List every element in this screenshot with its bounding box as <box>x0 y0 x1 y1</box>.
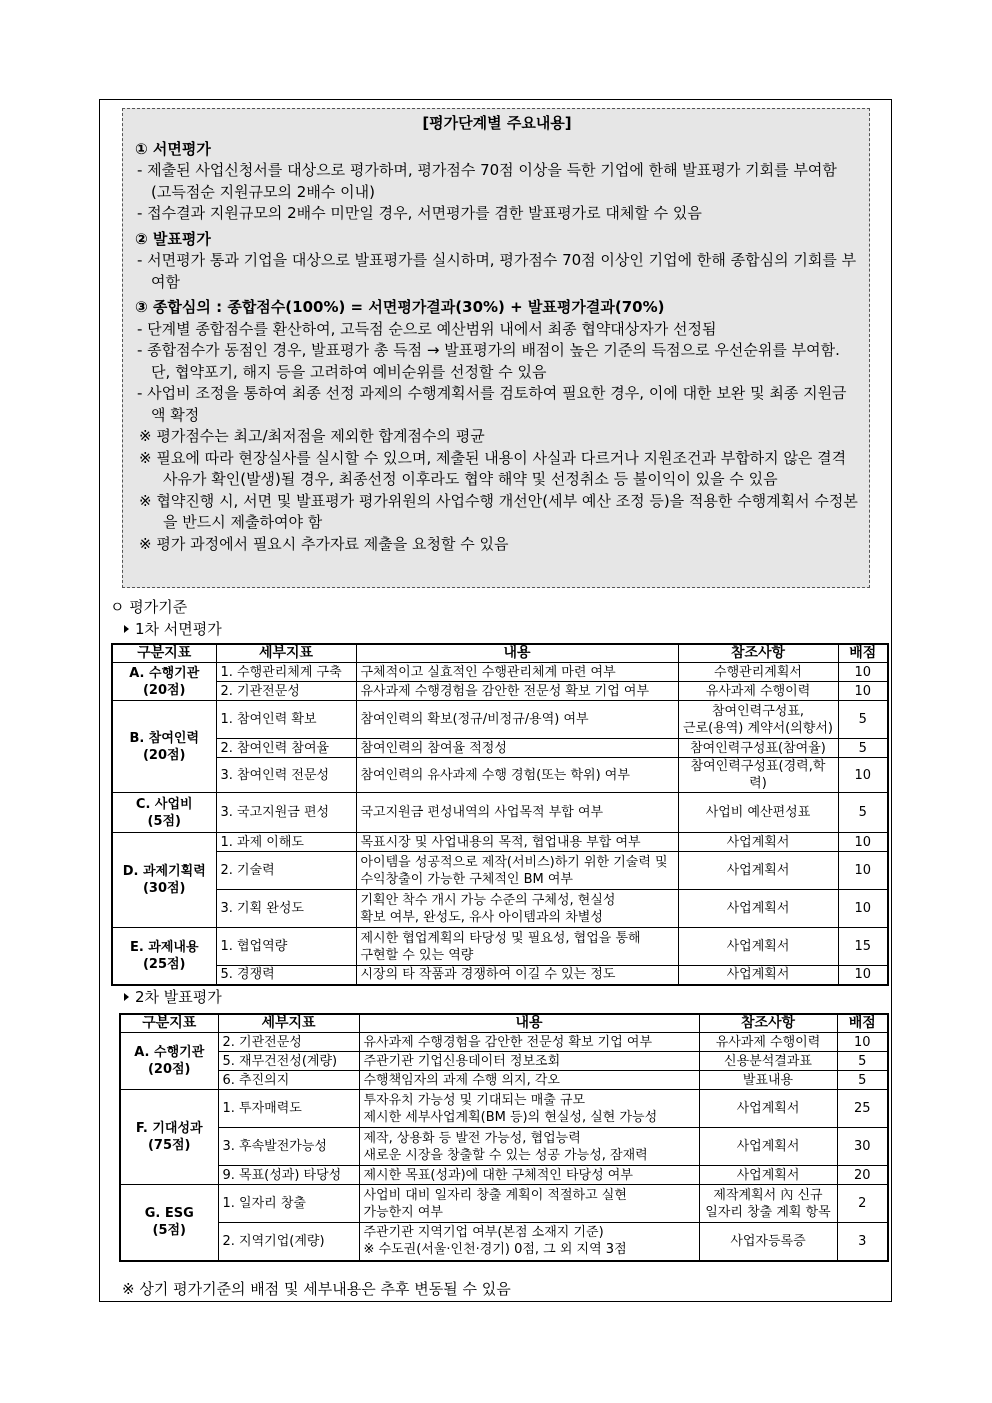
content-cell: 시장의 타 작품과 경쟁하여 이길 수 있는 정도 <box>356 966 678 985</box>
reference-cell: 수행관리계획서 <box>678 663 838 682</box>
reference-cell: 참여인력구성표(참여율) <box>678 739 838 758</box>
reference-cell: 참여인력구성표, 근로(용역) 계약서(의향서) <box>678 701 838 739</box>
header-reference: 참조사항 <box>699 1014 837 1033</box>
group-cell: D. 과제기획력 (30점) <box>112 833 216 928</box>
header-score: 배점 <box>837 1014 888 1033</box>
stage3-heading: ③ 종합심의 : 종합점수(100%) = 서면평가결과(30%) + 발표평가결과(70%) <box>135 298 665 316</box>
table-row <box>120 1052 888 1071</box>
content-cell: 참여인력의 확보(정규/비정규/용역) 여부 <box>356 701 678 739</box>
table-row <box>112 966 888 985</box>
content-cell: 주관기관 지역기업 여부(본점 소재지 기준) ※ 수도권(서울·인천·경기) 0점, 그 외 지역 3점 <box>359 1223 699 1261</box>
sub-indicator-cell: 1. 참여인력 확보 <box>216 701 356 739</box>
content-cell: 제시한 협업계획의 타당성 및 필요성, 협업을 통해 구현할 수 있는 역량 <box>356 928 678 966</box>
stage1-label-text: 1차 서면평가 <box>135 620 222 638</box>
table-row <box>112 928 888 966</box>
content-cell: 아이템을 성공적으로 제작(서비스)하기 위한 기술력 및 수익창출이 가능한 구체적인 BM 여부 <box>356 852 678 890</box>
sub-indicator-cell: 3. 참여인력 전문성 <box>216 758 356 793</box>
header-sub: 세부지표 <box>216 644 356 663</box>
reference-cell: 사업계획서 <box>678 928 838 966</box>
table-row <box>120 1223 888 1261</box>
score-cell: 5 <box>838 739 888 758</box>
note-item: ※ 협약진행 시, 서면 및 발표평가 평가위원의 사업수행 개선안(세부 예산 조정 등)을 적용한 수행계획서 수정본을 반드시 제출하여야 함 <box>139 491 858 531</box>
note-item: ※ 평가점수는 최고/최저점을 제외한 합계점수의 평균 <box>139 427 485 445</box>
table-row <box>112 701 888 739</box>
content-cell: 제작, 상용화 등 발전 가능성, 협업능력 새로운 시장을 창출할 수 있는 성공 가능성, 잠재력 <box>359 1128 699 1166</box>
evaluation-stage-summary-box <box>122 108 870 588</box>
stage1-item: - 제출된 사업신청서를 대상으로 평가하며, 평가점수 70점 이상을 득한 기업에 한해 발표평가 기회를 부여함 (고득점순 지원규모의 2배수 이내) <box>137 161 837 201</box>
score-cell: 10 <box>838 852 888 890</box>
sub-indicator-cell: 2. 지역기업(계량) <box>218 1223 359 1261</box>
content-cell: 목표시장 및 사업내용의 목적, 협업내용 부합 여부 <box>356 833 678 852</box>
reference-cell: 사업계획서 <box>699 1090 837 1128</box>
sub-indicator-cell: 3. 후속발전가능성 <box>218 1128 359 1166</box>
reference-cell: 사업계획서 <box>678 833 838 852</box>
sub-indicator-cell: 2. 기술력 <box>216 852 356 890</box>
group-cell: C. 사업비 (5점) <box>112 793 216 833</box>
score-cell: 25 <box>837 1090 888 1128</box>
sub-indicator-cell: 5. 재무건전성(계량) <box>218 1052 359 1071</box>
sub-indicator-cell: 2. 기관전문성 <box>216 682 356 701</box>
reference-cell: 사업계획서 <box>699 1128 837 1166</box>
reference-cell: 사업계획서 <box>699 1166 837 1185</box>
reference-cell: 신용분석결과표 <box>699 1052 837 1071</box>
content-cell: 투자유치 가능성 및 기대되는 매출 규모 제시한 세부사업계획(BM 등)의 현실성, 실현 가능성 <box>359 1090 699 1128</box>
reference-cell: 제작계획서 內 신규 일자리 창출 계획 항목 <box>699 1185 837 1223</box>
reference-cell: 발표내용 <box>699 1071 837 1090</box>
stage2-heading: ② 발표평가 <box>135 229 211 248</box>
group-cell: A. 수행기관 (20점) <box>120 1033 218 1090</box>
table-row <box>120 1166 888 1185</box>
sub-indicator-cell: 3. 기획 완성도 <box>216 890 356 928</box>
reference-cell: 사업계획서 <box>678 966 838 985</box>
sub-indicator-cell: 2. 참여인력 참여율 <box>216 739 356 758</box>
note-item: ※ 필요에 따라 현장실사를 실시할 수 있으며, 제출된 내용이 사실과 다르거나 지원조건과 부합하지 않은 결격사유가 확인(발생)될 경우, 최종선정 이후라도 협약 해약 및 선정취소 등 불이익이 있을 수 있음 <box>139 448 847 488</box>
score-cell: 10 <box>837 1033 888 1052</box>
stage1-item: - 접수결과 지원규모의 2배수 미만일 경우, 서면평가를 겸한 발표평가로 대체할 수 있음 <box>137 204 702 222</box>
group-cell: A. 수행기관 (20점) <box>112 663 216 701</box>
content-cell: 국고지원금 편성내역의 사업목적 부합 여부 <box>356 793 678 833</box>
sub-indicator-cell: 1. 과제 이해도 <box>216 833 356 852</box>
reference-cell: 유사과제 수행이력 <box>678 682 838 701</box>
content-cell: 유사과제 수행경험을 감안한 전문성 확보 기업 여부 <box>356 682 678 701</box>
table-row <box>112 758 888 793</box>
score-cell: 20 <box>837 1166 888 1185</box>
score-cell: 5 <box>838 701 888 739</box>
content-cell: 사업비 대비 일자리 창출 계획이 적절하고 실현 가능한지 여부 <box>359 1185 699 1223</box>
score-cell: 5 <box>837 1052 888 1071</box>
criteria-heading: ㅇ 평가기준 <box>110 598 188 616</box>
reference-cell: 사업자등록증 <box>699 1223 837 1261</box>
score-cell: 2 <box>837 1185 888 1223</box>
table-row <box>112 682 888 701</box>
table-row <box>112 890 888 928</box>
triangle-bullet-icon <box>124 993 129 1001</box>
reference-cell: 사업계획서 <box>678 890 838 928</box>
reference-cell: 참여인력구성표(경력,학력) <box>678 758 838 793</box>
header-content: 내용 <box>356 644 678 663</box>
content-cell: 구체적이고 실효적인 수행관리체계 마련 여부 <box>356 663 678 682</box>
stage2-label-text: 2차 발표평가 <box>135 988 222 1006</box>
stage2-criteria-table <box>119 1013 889 1262</box>
stage1-criteria-table <box>111 643 889 986</box>
score-cell: 10 <box>838 663 888 682</box>
score-cell: 5 <box>838 793 888 833</box>
stage2-table-label <box>118 986 222 1007</box>
table-row <box>120 1185 888 1223</box>
header-content: 내용 <box>359 1014 699 1033</box>
sub-indicator-cell: 1. 협업역량 <box>216 928 356 966</box>
content-cell: 수행책임자의 과제 수행 의지, 각오 <box>359 1071 699 1090</box>
stage3-item: - 단계별 종합점수를 환산하여, 고득점 순으로 예산범위 내에서 최종 협약대상자가 선정됨 <box>137 319 717 338</box>
header-group: 구분지표 <box>120 1014 218 1033</box>
stage3-item: - 사업비 조정을 통하여 최종 선정 과제의 수행계획서를 검토하여 필요한 경우, 이에 대한 보완 및 최종 지원금액 확정 <box>137 384 847 424</box>
footnote: ※ 상기 평가기준의 배점 및 세부내용은 추후 변동될 수 있음 <box>122 1280 511 1298</box>
score-cell: 5 <box>837 1071 888 1090</box>
triangle-bullet-icon <box>124 625 129 633</box>
content-cell: 참여인력의 참여율 적정성 <box>356 739 678 758</box>
table-row <box>112 793 888 833</box>
box-title: [평가단계별 주요내용] <box>422 114 572 132</box>
reference-cell: 유사과제 수행이력 <box>699 1033 837 1052</box>
score-cell: 10 <box>838 682 888 701</box>
header-score: 배점 <box>838 644 888 663</box>
content-cell: 주관기관 기업신용데이터 정보조회 <box>359 1052 699 1071</box>
group-cell: F. 기대성과 (75점) <box>120 1090 218 1185</box>
table-row <box>120 1071 888 1090</box>
sub-indicator-cell: 3. 국고지원금 편성 <box>216 793 356 833</box>
note-item: ※ 평가 과정에서 필요시 추가자료 제출을 요청할 수 있음 <box>139 534 509 553</box>
table-row <box>112 663 888 682</box>
stage2-item: - 서면평가 통과 기업을 대상으로 발표평가를 실시하며, 평가점수 70점 이상인 기업에 한해 종합심의 기회를 부여함 <box>137 251 857 291</box>
table-row <box>112 739 888 758</box>
table-row <box>120 1090 888 1128</box>
sub-indicator-cell: 5. 경쟁력 <box>216 966 356 985</box>
score-cell: 10 <box>838 833 888 852</box>
document-page <box>99 99 892 1302</box>
score-cell: 30 <box>837 1128 888 1166</box>
content-cell: 기획안 착수 개시 가능 수준의 구체성, 현실성 확보 여부, 완성도, 유사 아이템과의 차별성 <box>356 890 678 928</box>
score-cell: 10 <box>838 890 888 928</box>
reference-cell: 사업계획서 <box>678 852 838 890</box>
sub-indicator-cell: 9. 목표(성과) 타당성 <box>218 1166 359 1185</box>
score-cell: 15 <box>838 928 888 966</box>
group-cell: G. ESG (5점) <box>120 1185 218 1261</box>
group-cell: B. 참여인력 (20점) <box>112 701 216 793</box>
header-sub: 세부지표 <box>218 1014 359 1033</box>
score-cell: 10 <box>838 758 888 793</box>
table-row <box>112 833 888 852</box>
header-group: 구분지표 <box>112 644 216 663</box>
score-cell: 10 <box>838 966 888 985</box>
content-cell: 제시한 목표(성과)에 대한 구체적인 타당성 여부 <box>359 1166 699 1185</box>
sub-indicator-cell: 1. 수행관리체계 구축 <box>216 663 356 682</box>
header-reference: 참조사항 <box>678 644 838 663</box>
stage3-item: - 종합점수가 동점인 경우, 발표평가 총 득점 → 발표평가의 배점이 높은 기준의 득점으로 우선순위를 부여함. 단, 협약포기, 해지 등을 고려하여 예비순위를 선정할 수 있음 <box>137 341 840 381</box>
stage1-heading: ① 서면평가 <box>135 139 211 158</box>
group-cell: E. 과제내용 (25점) <box>112 928 216 985</box>
sub-indicator-cell: 1. 일자리 창출 <box>218 1185 359 1223</box>
table-row <box>120 1128 888 1166</box>
score-cell: 3 <box>837 1223 888 1261</box>
stage1-table-label <box>118 618 222 639</box>
reference-cell: 사업비 예산편성표 <box>678 793 838 833</box>
content-cell: 유사과제 수행경험을 감안한 전문성 확보 기업 여부 <box>359 1033 699 1052</box>
sub-indicator-cell: 2. 기관전문성 <box>218 1033 359 1052</box>
table-row <box>112 852 888 890</box>
table-row <box>120 1033 888 1052</box>
sub-indicator-cell: 1. 투자매력도 <box>218 1090 359 1128</box>
content-cell: 참여인력의 유사과제 수행 경험(또는 학위) 여부 <box>356 758 678 793</box>
sub-indicator-cell: 6. 추진의지 <box>218 1071 359 1090</box>
